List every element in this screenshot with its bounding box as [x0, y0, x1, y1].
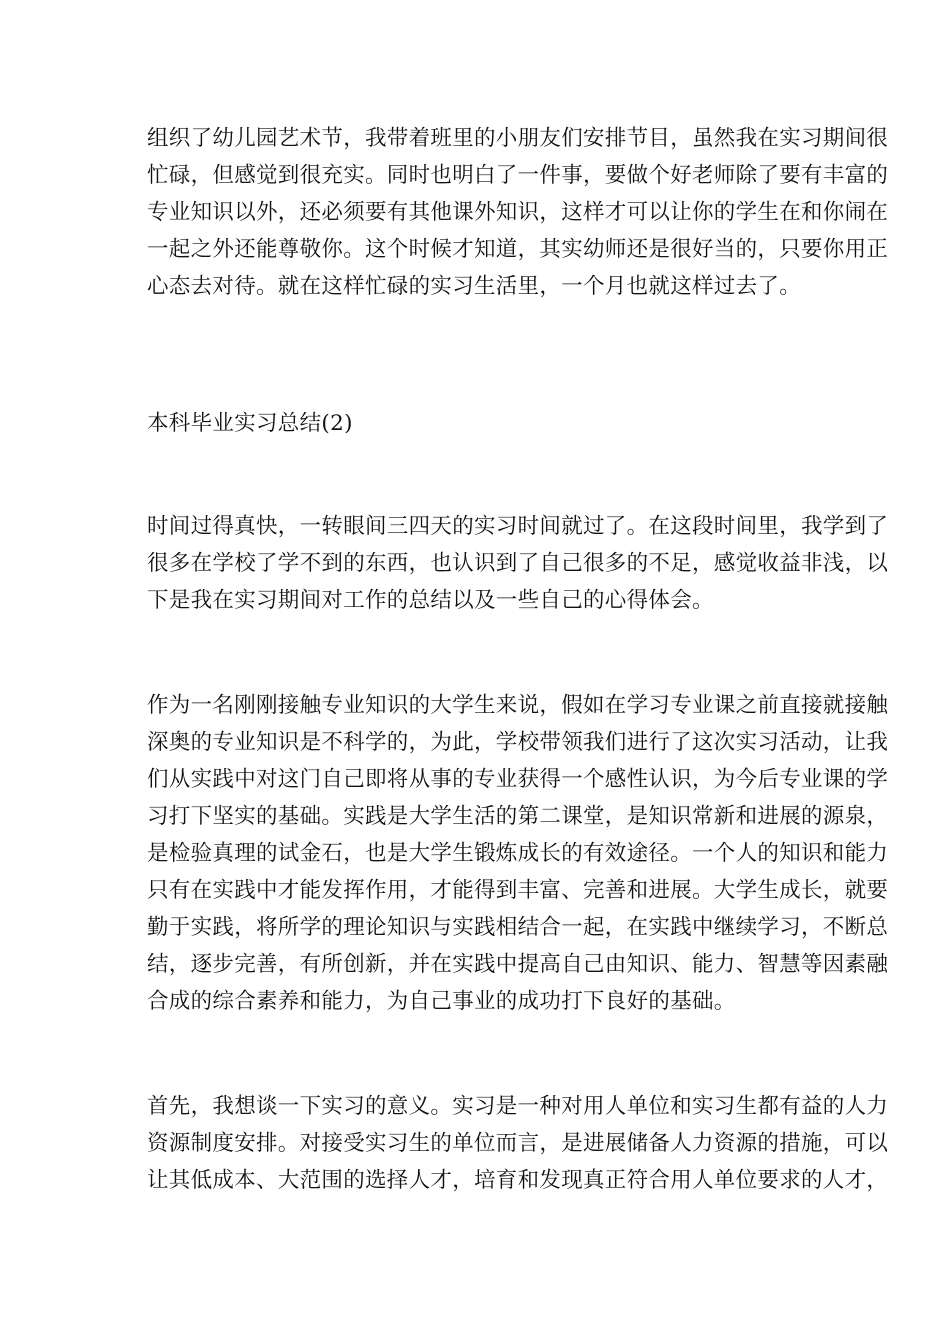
paragraph-line: 让其低成本、大范围的选择人才，培育和发现真正符合用人单位要求的人才，: [147, 1168, 889, 1193]
paragraph-line: 是检验真理的试金石，也是大学生锻炼成长的有效途径。一个人的知识和能力: [147, 841, 889, 866]
paragraph-line: 很多在学校了学不到的东西，也认识到了自己很多的不足，感觉收益非浅，以: [147, 551, 889, 576]
paragraph-line: 专业知识以外，还必须要有其他课外知识，这样才可以让你的学生在和你闹在: [147, 200, 889, 225]
paragraph-line: 习打下坚实的基础。实践是大学生活的第二课堂，是知识常新和进展的源泉，: [147, 804, 889, 829]
paragraph-line: 作为一名刚刚接触专业知识的大学生来说，假如在学习专业课之前直接就接触: [147, 693, 889, 718]
section-heading: 本科毕业实习总结(2): [147, 411, 353, 436]
paragraph-line: 忙碌，但感觉到很充实。同时也明白了一件事，要做个好老师除了要有丰富的: [147, 163, 889, 188]
paragraph-line: 下是我在实习期间对工作的总结以及一些自己的心得体会。: [147, 588, 714, 613]
paragraph-line: 深奥的专业知识是不科学的，为此，学校带领我们进行了这次实习活动，让我: [147, 730, 889, 755]
paragraph-line: 结，逐步完善，有所创新，并在实践中提高自己由知识、能力、智慧等因素融: [147, 952, 889, 977]
paragraph-line: 合成的综合素养和能力，为自己事业的成功打下良好的基础。: [147, 989, 736, 1014]
paragraph-line: 们从实践中对这门自己即将从事的专业获得一个感性认识，为今后专业课的学: [147, 767, 889, 792]
paragraph-line: 时间过得真快，一转眼间三四天的实习时间就过了。在这段时间里，我学到了: [147, 514, 889, 539]
paragraph-line: 心态去对待。就在这样忙碌的实习生活里，一个月也就这样过去了。: [147, 274, 802, 299]
paragraph-line: 首先，我想谈一下实习的意义。实习是一种对用人单位和实习生都有益的人力: [147, 1094, 889, 1119]
paragraph-line: 一起之外还能尊敬你。这个时候才知道，其实幼师还是很好当的，只要你用正: [147, 237, 889, 262]
paragraph-line: 资源制度安排。对接受实习生的单位而言，是进展储备人力资源的措施，可以: [147, 1131, 889, 1156]
paragraph-line: 勤于实践，将所学的理论知识与实践相结合一起，在实践中继续学习，不断总: [147, 915, 889, 940]
paragraph-line: 只有在实践中才能发挥作用，才能得到丰富、完善和进展。大学生成长，就要: [147, 878, 889, 903]
paragraph-line: 组织了幼儿园艺术节，我带着班里的小朋友们安排节目，虽然我在实习期间很: [147, 126, 889, 151]
